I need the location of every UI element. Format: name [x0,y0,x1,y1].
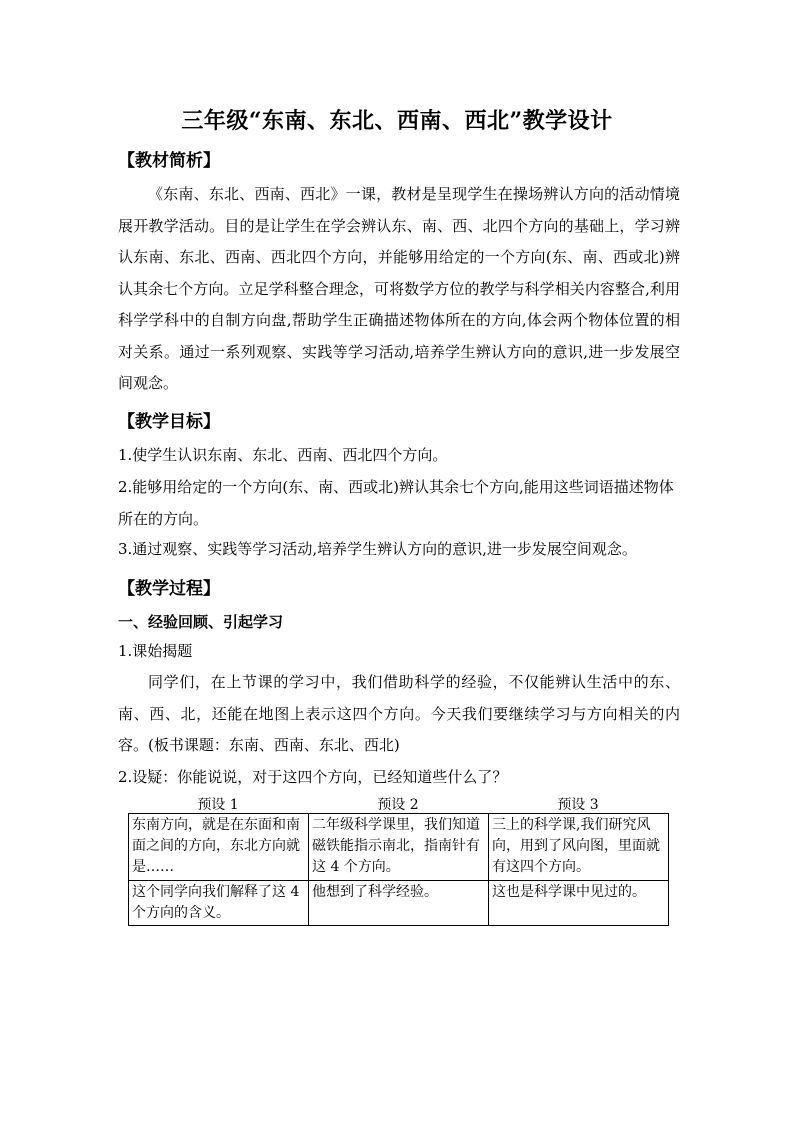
goal-item-1: 1.使学生认识东南、东北、西南、西北四个方向。 [118,446,448,464]
section-heading-process: 【教学过程】 [118,579,220,599]
goal-item-3: 3.通过观察、实践等学习活动,培养学生辨认方向的意识,进一步发展空间观念。 [118,540,637,558]
table-cell: 二年级科学课里，我们知道磁铁能指示南北，指南针有这 4 个方向。 [309,814,489,881]
step1-title: 1.课始揭题 [118,642,193,660]
step2-title: 2.设疑：你能说说，对于这四个方向，已经知道些什么了？ [118,768,508,786]
section-heading-goals: 【教学目标】 [118,412,220,432]
step1-paragraph: 同学们，在上节课的学习中，我们借助科学的经验，不仅能辨认生活中的东、南、西、北，还能在地图上表示这四个方向。今天我们要继续学习与方向相关的内容。(板书课题：东南、西南、东北、西北) [118,673,680,754]
table-row [129,814,669,881]
table-header-3: 预设 3 [557,797,599,813]
document-title: 三年级“东南、东北、西南、西北”教学设计 [181,108,613,134]
table-cell: 东南方向，就是在东面和南面之间的方向，东北方向就是…… [129,814,309,881]
table-cell: 三上的科学课,我们研究风向，用到了风向图，里面就有这四个方向。 [489,814,669,881]
section-heading-analysis: 【教材简析】 [118,151,220,171]
analysis-paragraph: 《东南、东北、西南、西北》一课，教材是呈现学生在操场辨认方向的活动情境展开教学活动。目的是让学生在学会辨认东、南、西、北四个方向的基础上，学习辨认东南、东北、西南、西北四个方向，并能够用给定的一个方向(东、南、西或北)辨认其余七个方向。立足学科整合理念，可将数学方位的教学与科学相关内容整合,利用科学学科中的自制方向盘,帮助学生正确描述物体所在的方向,体会两个物体位置的相对关系。通过一系列观察、实践等学习活动,培养学生辨认方向的意识,进一步发展空间观念。 [118,185,680,392]
table-cell: 这也是科学课中见过的。 [489,881,669,926]
table-row [129,881,669,926]
part-title: 一、经验回顾、引起学习 [118,613,284,631]
table-cell: 这个同学向我们解释了这 4 个方向的含义。 [129,881,309,926]
table-header-1: 预设 1 [197,797,239,813]
goal-item-2: 2.能够用给定的一个方向(东、南、西或北)辨认其余七个方向,能用这些词语描述物体所在的方向。 [118,478,674,528]
presets-table [128,813,669,926]
table-header-2: 预设 2 [377,797,419,813]
table-cell: 他想到了科学经验。 [309,881,489,926]
